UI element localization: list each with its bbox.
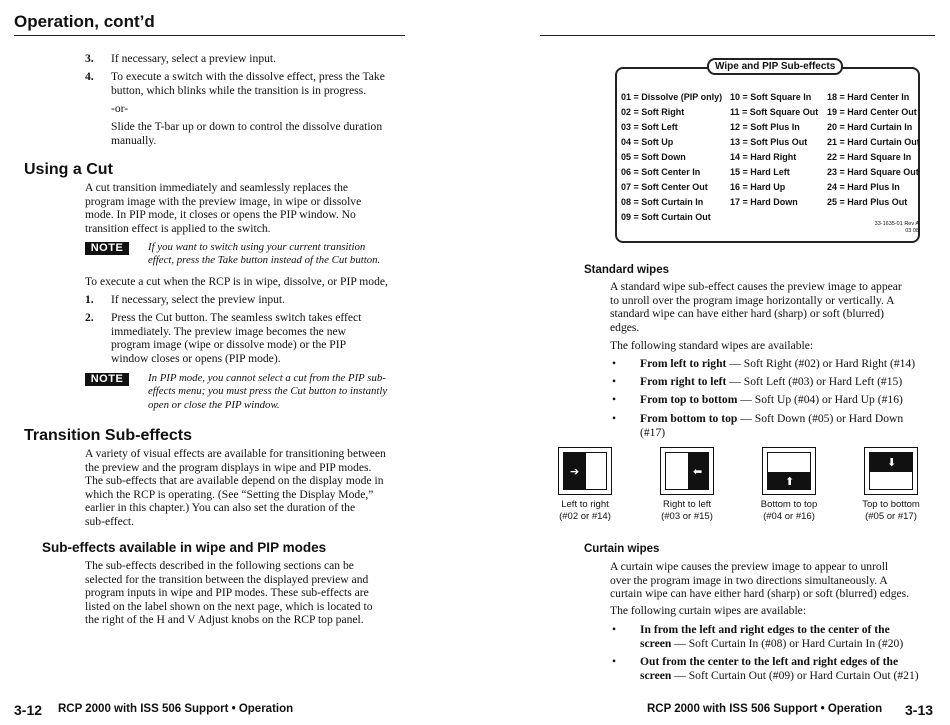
label-entry: 13 = Soft Plus Out xyxy=(730,137,808,147)
wipe-top-to-bottom-icon xyxy=(864,447,918,495)
subeffects-body: The sub-effects described in the following sections can be selected for the transition between the displayed preview and program inputs in wipe and PIP modes. These sub-effects are listed on the label shown on the next page, which is located to the right of the H and V Adjust knobs on the RCP top panel. xyxy=(85,559,373,627)
wipe-caption-line: Top to bottom xyxy=(862,499,920,510)
note-text: In PIP mode, you cannot select a cut from the PIP sub- effects menu; you must press the Cut button to instantly open or close the PIP window. xyxy=(148,372,388,411)
bullet-dot: • xyxy=(612,357,617,370)
page-header-title: Operation, cont’d xyxy=(14,12,155,31)
label-entry: 20 = Hard Curtain In xyxy=(827,122,913,132)
wipe-caption-line: (#03 or #15) xyxy=(661,511,713,522)
wipe-caption-line: Right to left xyxy=(662,499,712,510)
page-number: 3-12 xyxy=(14,702,43,718)
bullet-bold: From bottom to top xyxy=(640,412,738,425)
bullet-dot: • xyxy=(612,375,617,388)
right-page xyxy=(475,0,950,725)
label-title: Wipe and PIP Sub-effects xyxy=(707,58,843,75)
arrow-down-icon: ⬇ xyxy=(887,456,897,469)
bullet-bold: From top to bottom xyxy=(640,393,738,406)
step-text: If necessary, select the preview input. xyxy=(111,293,286,306)
label-entry: 17 = Hard Down xyxy=(730,197,798,207)
wipe-caption xyxy=(637,499,737,523)
note-badge: NOTE xyxy=(85,242,129,255)
using-cut-heading: Using a Cut xyxy=(24,161,113,178)
label-entry: 10 = Soft Square In xyxy=(730,92,812,102)
bullet-dot: • xyxy=(612,623,617,636)
step-number: 4. xyxy=(85,70,94,83)
bullet-dot: • xyxy=(612,393,617,406)
bullet-text xyxy=(640,375,902,389)
wipe-left-to-right-icon xyxy=(558,447,612,495)
label-entry: 02 = Soft Right xyxy=(621,107,685,117)
page-footer: RCP 2000 with ISS 506 Support • Operation xyxy=(647,703,883,715)
bullet-dot: • xyxy=(612,655,617,668)
curtain-wipes-intro: The following curtain wipes are available: xyxy=(610,604,807,617)
step-number: 2. xyxy=(85,311,94,324)
step-number: 1. xyxy=(85,293,94,306)
wipe-screen xyxy=(665,452,709,490)
label-entry: 24 = Hard Plus In xyxy=(827,182,900,192)
label-entry: 01 = Dissolve (PIP only) xyxy=(621,92,723,102)
bullet-bold: Out from the center to the left and right edges of the screen xyxy=(640,655,899,682)
label-entry: 07 = Soft Center Out xyxy=(621,182,708,192)
subeffects-heading: Sub-effects available in wipe and PIP modes xyxy=(42,540,327,555)
wipe-caption xyxy=(535,499,635,523)
note-text: If you want to switch using your current transition effect, press the Take button instead of the Cut button. xyxy=(148,241,381,267)
wipe-caption-line: Bottom to top xyxy=(760,499,818,510)
curtain-wipes-body: A curtain wipe causes the preview image to appear to unroll over the program image in two directions simultaneously. A curtain wipe can have either hard (sharp) or soft (blurred) edges. xyxy=(610,560,910,601)
bullet-rest: — Soft Up (#04) or Hard Up (#16) xyxy=(737,393,903,406)
note-badge: NOTE xyxy=(85,373,129,386)
curtain-wipes-heading: Curtain wipes xyxy=(584,543,660,555)
page-number: 3-13 xyxy=(905,702,934,718)
wipe-right-to-left-icon xyxy=(660,447,714,495)
wipe-caption-line: (#04 or #16) xyxy=(763,511,815,522)
label-revision xyxy=(855,221,919,235)
label-entry: 06 = Soft Center In xyxy=(621,167,701,177)
label-entry: 11 = Soft Square Out xyxy=(730,107,819,117)
label-entry: 21 = Hard Curtain Out xyxy=(827,137,920,147)
label-entry: 18 = Hard Center In xyxy=(827,92,910,102)
wipe-screen xyxy=(563,452,607,490)
arrow-up-icon: ⬆ xyxy=(785,475,795,488)
wipe-screen xyxy=(869,452,913,490)
header-rule xyxy=(14,35,405,36)
header-rule xyxy=(540,35,935,36)
slide-text: Slide the T-bar up or down to control the dissolve duration manually. xyxy=(111,120,383,147)
bullet-text xyxy=(640,623,903,650)
label-entry: 09 = Soft Curtain Out xyxy=(621,212,711,222)
standard-wipes-heading: Standard wipes xyxy=(584,264,669,276)
execute-intro: To execute a cut when the RCP is in wipe, dissolve, or PIP mode, xyxy=(85,275,388,288)
bullet-rest: — Soft Down (#05) or Hard Down (#17) xyxy=(640,412,904,439)
transition-heading: Transition Sub-effects xyxy=(24,427,193,444)
arrow-right-icon: ➔ xyxy=(570,465,580,478)
step-text: To execute a switch with the dissolve effect, press the Take button, which blinks while the transition is in progress. xyxy=(111,70,385,97)
label-entry: 25 = Hard Plus Out xyxy=(827,197,908,207)
label-entry: 04 = Soft Up xyxy=(621,137,674,147)
using-cut-body: A cut transition immediately and seamlessly replaces the program image with the preview image, in wipe or dissolve mode. In PIP mode, it closes or opens the PIP window. No transition effect is applied to the switch. xyxy=(85,181,362,235)
page-footer: RCP 2000 with ISS 506 Support • Operation xyxy=(58,703,294,715)
label-entry: 22 = Hard Square In xyxy=(827,152,912,162)
label-entry: 19 = Hard Center Out xyxy=(827,107,917,117)
bullet-bold: From left to right xyxy=(640,357,727,370)
wipe-screen xyxy=(767,452,811,490)
label-entry: 23 = Hard Square Out xyxy=(827,167,919,177)
label-entry: 14 = Hard Right xyxy=(730,152,797,162)
wipe-caption xyxy=(739,499,839,523)
label-revision-date: 03 08 xyxy=(905,228,919,234)
bullet-bold: From right to left xyxy=(640,375,727,388)
bullet-rest: — Soft Right (#02) or Hard Right (#14) xyxy=(726,357,916,370)
standard-wipes-intro: The following standard wipes are available: xyxy=(610,339,814,352)
wipe-caption-line: (#05 or #17) xyxy=(865,511,917,522)
label-entry: 16 = Hard Up xyxy=(730,182,786,192)
bullet-text xyxy=(640,412,903,439)
label-entry: 05 = Soft Down xyxy=(621,152,686,162)
wipe-bottom-to-top-icon xyxy=(762,447,816,495)
standard-wipes-body: A standard wipe sub-effect causes the preview image to appear to unroll over the program image horizontally or vertically. A standard wipe can have either hard (sharp) or soft (blurred) edges. xyxy=(610,280,902,334)
bullet-text xyxy=(640,393,903,407)
bullet-rest: — Soft Curtain Out (#09) or Hard Curtain Out (#21) xyxy=(671,668,919,682)
label-revision-line: 33-1635-01 Rev A xyxy=(874,221,919,227)
label-entry: 15 = Hard Left xyxy=(730,167,790,177)
bullet-text xyxy=(640,357,915,371)
step-text: If necessary, select a preview input. xyxy=(111,52,277,65)
wipe-caption xyxy=(841,499,941,523)
step-number: 3. xyxy=(85,52,94,65)
bullet-rest: — Soft Curtain In (#08) or Hard Curtain In (#20) xyxy=(671,636,904,650)
step-text: Press the Cut button. The seamless switch takes effect immediately. The preview image becomes the new program image (wipe or dissolve mode) or the PIP window closes or opens (PIP mode). xyxy=(111,311,362,365)
bullet-text xyxy=(640,655,919,682)
or-text: -or- xyxy=(111,102,129,115)
transition-body: A variety of visual effects are available for transitioning between the preview and the program displays in wipe and PIP modes. The sub-effects that are available depend on the display mode in which the RCP is operating. (See “Setting the Display Mode,” earlier in this chapter.) You can also set the duration of the sub-effect. xyxy=(85,447,386,528)
arrow-left-icon: ⬅ xyxy=(693,465,703,478)
bullet-bold: In from the left and right edges to the center of the screen xyxy=(640,623,890,650)
wipe-caption-line: (#02 or #14) xyxy=(559,511,611,522)
label-entry: 12 = Soft Plus In xyxy=(730,122,800,132)
label-entry: 08 = Soft Curtain In xyxy=(621,197,704,207)
label-entry: 03 = Soft Left xyxy=(621,122,678,132)
wipe-caption-line: Left to right xyxy=(561,499,609,510)
bullet-rest: — Soft Left (#03) or Hard Left (#15) xyxy=(726,375,903,388)
bullet-dot: • xyxy=(612,412,617,425)
